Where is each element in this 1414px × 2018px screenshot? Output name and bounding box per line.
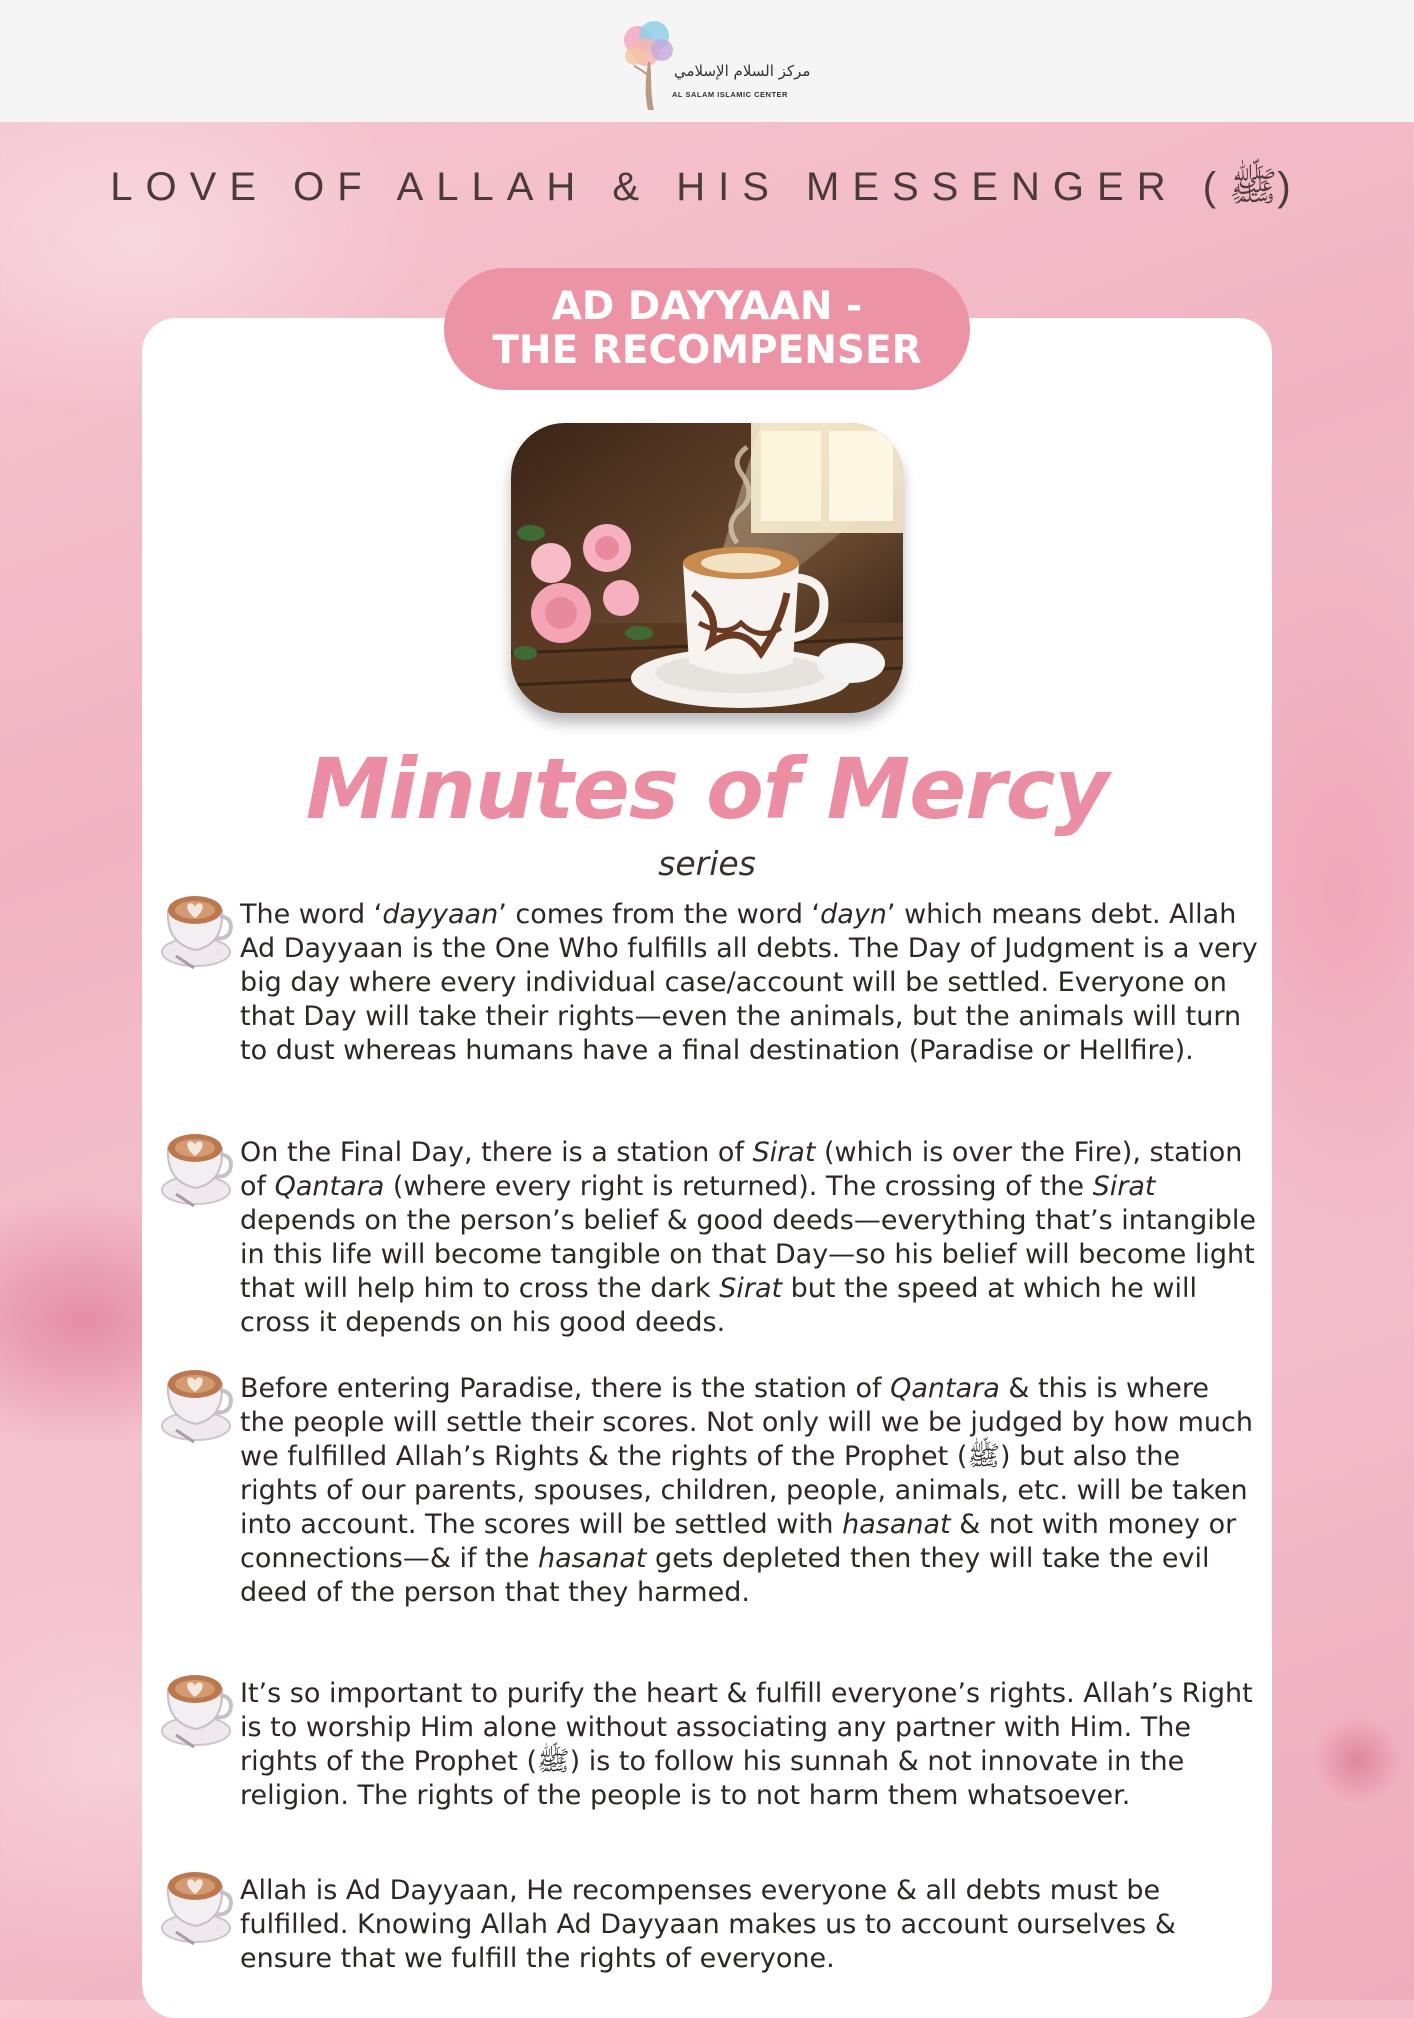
paragraph-text: & this is where the people will settle their scores. Not only will we be judged by how much we fulfilled Allah’s Rights & the rights of the Prophet (ﷺ) but also the rights of our parents, spouses, children, people, animals, etc. will be taken into account. The scores will be settled with (240, 1373, 1253, 1540)
italic-term: hasanat (842, 1509, 951, 1540)
header-bar (0, 0, 1414, 122)
paragraph-text: ’ which means debt. Allah Ad Dayyaan is the One Who fulfills all debts. The Day of Judgment is a very big day where every individual case/account will be settled. Everyone on that Day will take their rights—even the animals, but the animals will turn to dust whereas humans have a final destination (Paradise or Hellfire). (240, 899, 1258, 1066)
paragraph-text: but the speed at which he will cross it depends on his good deeds. (240, 1273, 1197, 1338)
italic-term: Sirat (719, 1273, 783, 1304)
paragraph-text: & not with money or connections—& if the (240, 1509, 1237, 1574)
paragraph (240, 1136, 1260, 1340)
paragraph-text: On the Final Day, there is a station of (240, 1137, 753, 1168)
italic-term: Qantara (274, 1171, 385, 1202)
coffee-cup-icon (158, 1862, 234, 1948)
paragraph-text: gets depleted then they will take the evil deed of the person that they harmed. (240, 1543, 1210, 1608)
paragraph (240, 1677, 1260, 1813)
series-subtitle: series (658, 844, 756, 883)
italic-term: Sirat (1092, 1171, 1156, 1202)
coffee-cup-icon (158, 1665, 234, 1751)
coffee-cup-with-roses-icon (511, 423, 903, 713)
coffee-cup-icon (158, 886, 234, 972)
coffee-illustration (511, 423, 903, 713)
paragraph-text: The word ‘ (240, 899, 383, 930)
paragraph (240, 1874, 1260, 1976)
coffee-cup-icon (158, 1360, 234, 1446)
italic-term: dayn (820, 899, 887, 930)
paragraph-text: It’s so important to purify the heart & fulfill everyone’s rights. Allah’s Right is to worship Him alone without associating any partner with Him. The rights of the Prophet (ﷺ) is to follow his sunnah & not innovate in the religion. The rights of the people is to not harm them whatsoever. (240, 1678, 1253, 1811)
italic-term: hasanat (537, 1543, 647, 1574)
paragraph-text: (where every right is returned). The crossing of the (384, 1171, 1093, 1202)
paragraph-text: Allah is Ad Dayyaan, He recompenses everyone & all debts must be fulfilled. Knowing Allah Ad Dayyaan makes us to account ourselves & ensure that we fulfill the rights of everyone. (240, 1875, 1176, 1974)
coffee-cup-icon (158, 1124, 234, 1210)
paragraph (240, 1372, 1260, 1610)
title-line-2: THE RECOMPENSER (492, 328, 922, 373)
logo (618, 18, 811, 114)
italic-term: Qantara (890, 1373, 1000, 1404)
paragraph-text: (which is over the Fire), station of (240, 1137, 1243, 1202)
logo-arabic-text: مركز السلام الإسلامي (674, 62, 811, 80)
tree-icon (618, 18, 680, 114)
paragraph-text: Before entering Paradise, there is the station of (240, 1373, 891, 1404)
title-pill (444, 268, 970, 390)
paragraph-text: depends on the person’s belief & good deeds—everything that’s intangible in this life will become tangible on that Day—so his belief will become light that will help him to cross the dark (240, 1205, 1256, 1304)
paragraph-text: ’ comes from the word ‘ (498, 899, 821, 930)
paragraph (240, 898, 1260, 1068)
page-heading: LOVE OF ALLAH & HIS MESSENGER (ﷺ) (110, 165, 1304, 209)
title-line-1: AD DAYYAAN - (551, 284, 863, 329)
italic-term: dayyaan (382, 899, 499, 930)
series-title: Minutes of Mercy (305, 740, 1109, 838)
logo-english-text: AL SALAM ISLAMIC CENTER (672, 90, 788, 99)
italic-term: Sirat (752, 1137, 816, 1168)
